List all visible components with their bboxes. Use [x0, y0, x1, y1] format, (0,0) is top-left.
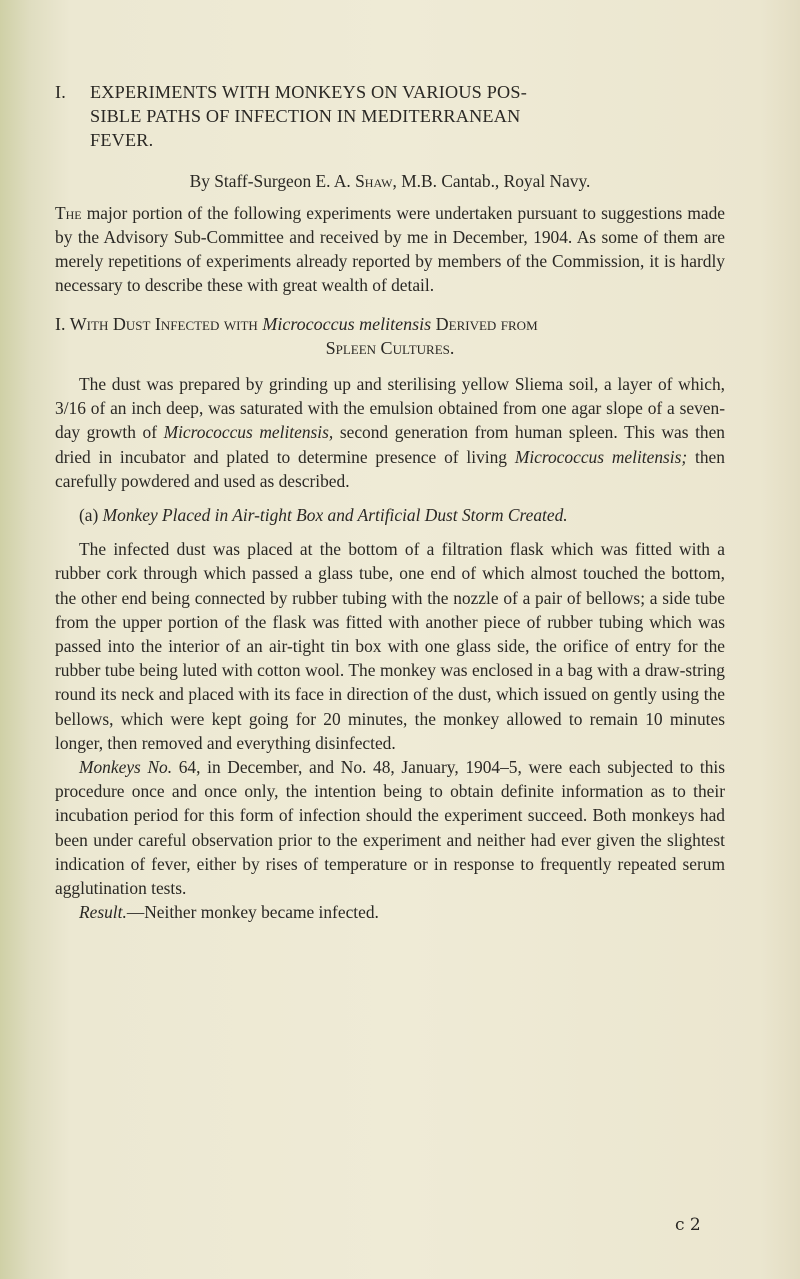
paragraph-dust-preparation — [55, 372, 725, 493]
subsection-a-title — [55, 503, 725, 527]
article-heading — [55, 80, 725, 153]
paragraph-monkeys — [55, 755, 725, 900]
subsection-a-title-text: Monkey Placed in Air-tight Box and Artificial Dust Storm Created. — [102, 505, 568, 526]
heading-line-3: FEVER. — [90, 130, 154, 151]
intro-text: major portion of the following experiments were undertaken pursuant to suggestions made by the Advisory Sub-Committee and received by me in December, 1904. As some of them are merely repetitions of experiments already reported by members of the Commission, it is hardly necessary to describe these with great wealth of detail. — [55, 202, 725, 296]
section-1-title-b: Derived from — [435, 313, 538, 334]
section-1-title-a: With Dust Infected with — [69, 313, 258, 334]
heading-number: I. — [55, 82, 67, 102]
paragraph-apparatus: The infected dust was placed at the bottom of a filtration flask which was fitted with a rubber cork through which passed a glass tube, one end of which almost touched the bottom, the other end being connected by rubber tubing with the nozzle of a pair of bellows; a side tube from the upper portion of the flask was fitted with another piece of rubber tubing which was passed into the interior of an air-tight tin box with one glass side, the orifice of entry for the rubber tube being luted with cotton wool. The monkey was enclosed in a bag with a draw-string round its neck and placed with its face in direction of the dust, which issued on gently using the bellows, which were kept going for 20 minutes, the monkey allowed to remain 10 minutes longer, then removed and everything disinfected. — [55, 539, 725, 753]
para1-text-b: second generation from human spleen. This was then dried in incubator and plated to determine presence of living — [55, 422, 726, 467]
para1-text-a: The dust was prepared by grinding up and sterilising yellow Sliema soil, a layer of which, 3/16 of an inch deep, was saturated with the emulsion obtained from one agar slope of a seven-day growth of — [55, 374, 725, 443]
section-1-title-italic: Micrococcus melitensis — [262, 313, 432, 334]
author-name: Shaw, — [355, 170, 397, 191]
para3-italic: Monkeys No. — [79, 757, 173, 778]
result-text: —Neither monkey became infected. — [126, 902, 379, 923]
section-1-title-line-2: Spleen Cultures. — [325, 337, 455, 358]
section-1-number: I. — [55, 313, 66, 334]
para1-italic-1: Micrococcus melitensis, — [163, 422, 334, 443]
heading-line-1: EXPERIMENTS WITH MONKEYS ON VARIOUS POS- — [90, 82, 527, 102]
para1-text-c: then carefully powdered and used as described. — [55, 446, 725, 491]
intro-paragraph — [55, 201, 725, 298]
subsection-a-label: (a) — [79, 505, 99, 526]
author-byline — [55, 169, 725, 193]
byline-prefix: By Staff-Surgeon E. A. — [189, 170, 351, 191]
para3-text: 64, in December, and No. 48, January, 1904–5, were each subjected to this procedure once and once only, the intention being to obtain definite information as to their incubation period for this form of infection should the experiment succeed. Both monkeys had been under careful observation prior to the experiment and neither had ever given the slightest indication of fever, either by rises of temperature or in response to frequently repeated serum agglutination tests. — [55, 757, 725, 899]
document-body — [55, 80, 725, 925]
heading-line-2: SIBLE PATHS OF INFECTION IN MEDITERRANEAN — [90, 106, 521, 127]
signature-mark: c 2 — [675, 1215, 701, 1235]
paragraph-result — [55, 900, 725, 924]
para1-italic-2: Micrococcus melitensis; — [514, 446, 688, 467]
result-label: Result. — [79, 902, 127, 923]
section-1-title — [55, 312, 725, 360]
intro-lead: The — [55, 202, 82, 223]
section-1-title-line-1 — [55, 312, 725, 336]
byline-suffix: M.B. Cantab., Royal Navy. — [401, 170, 591, 191]
